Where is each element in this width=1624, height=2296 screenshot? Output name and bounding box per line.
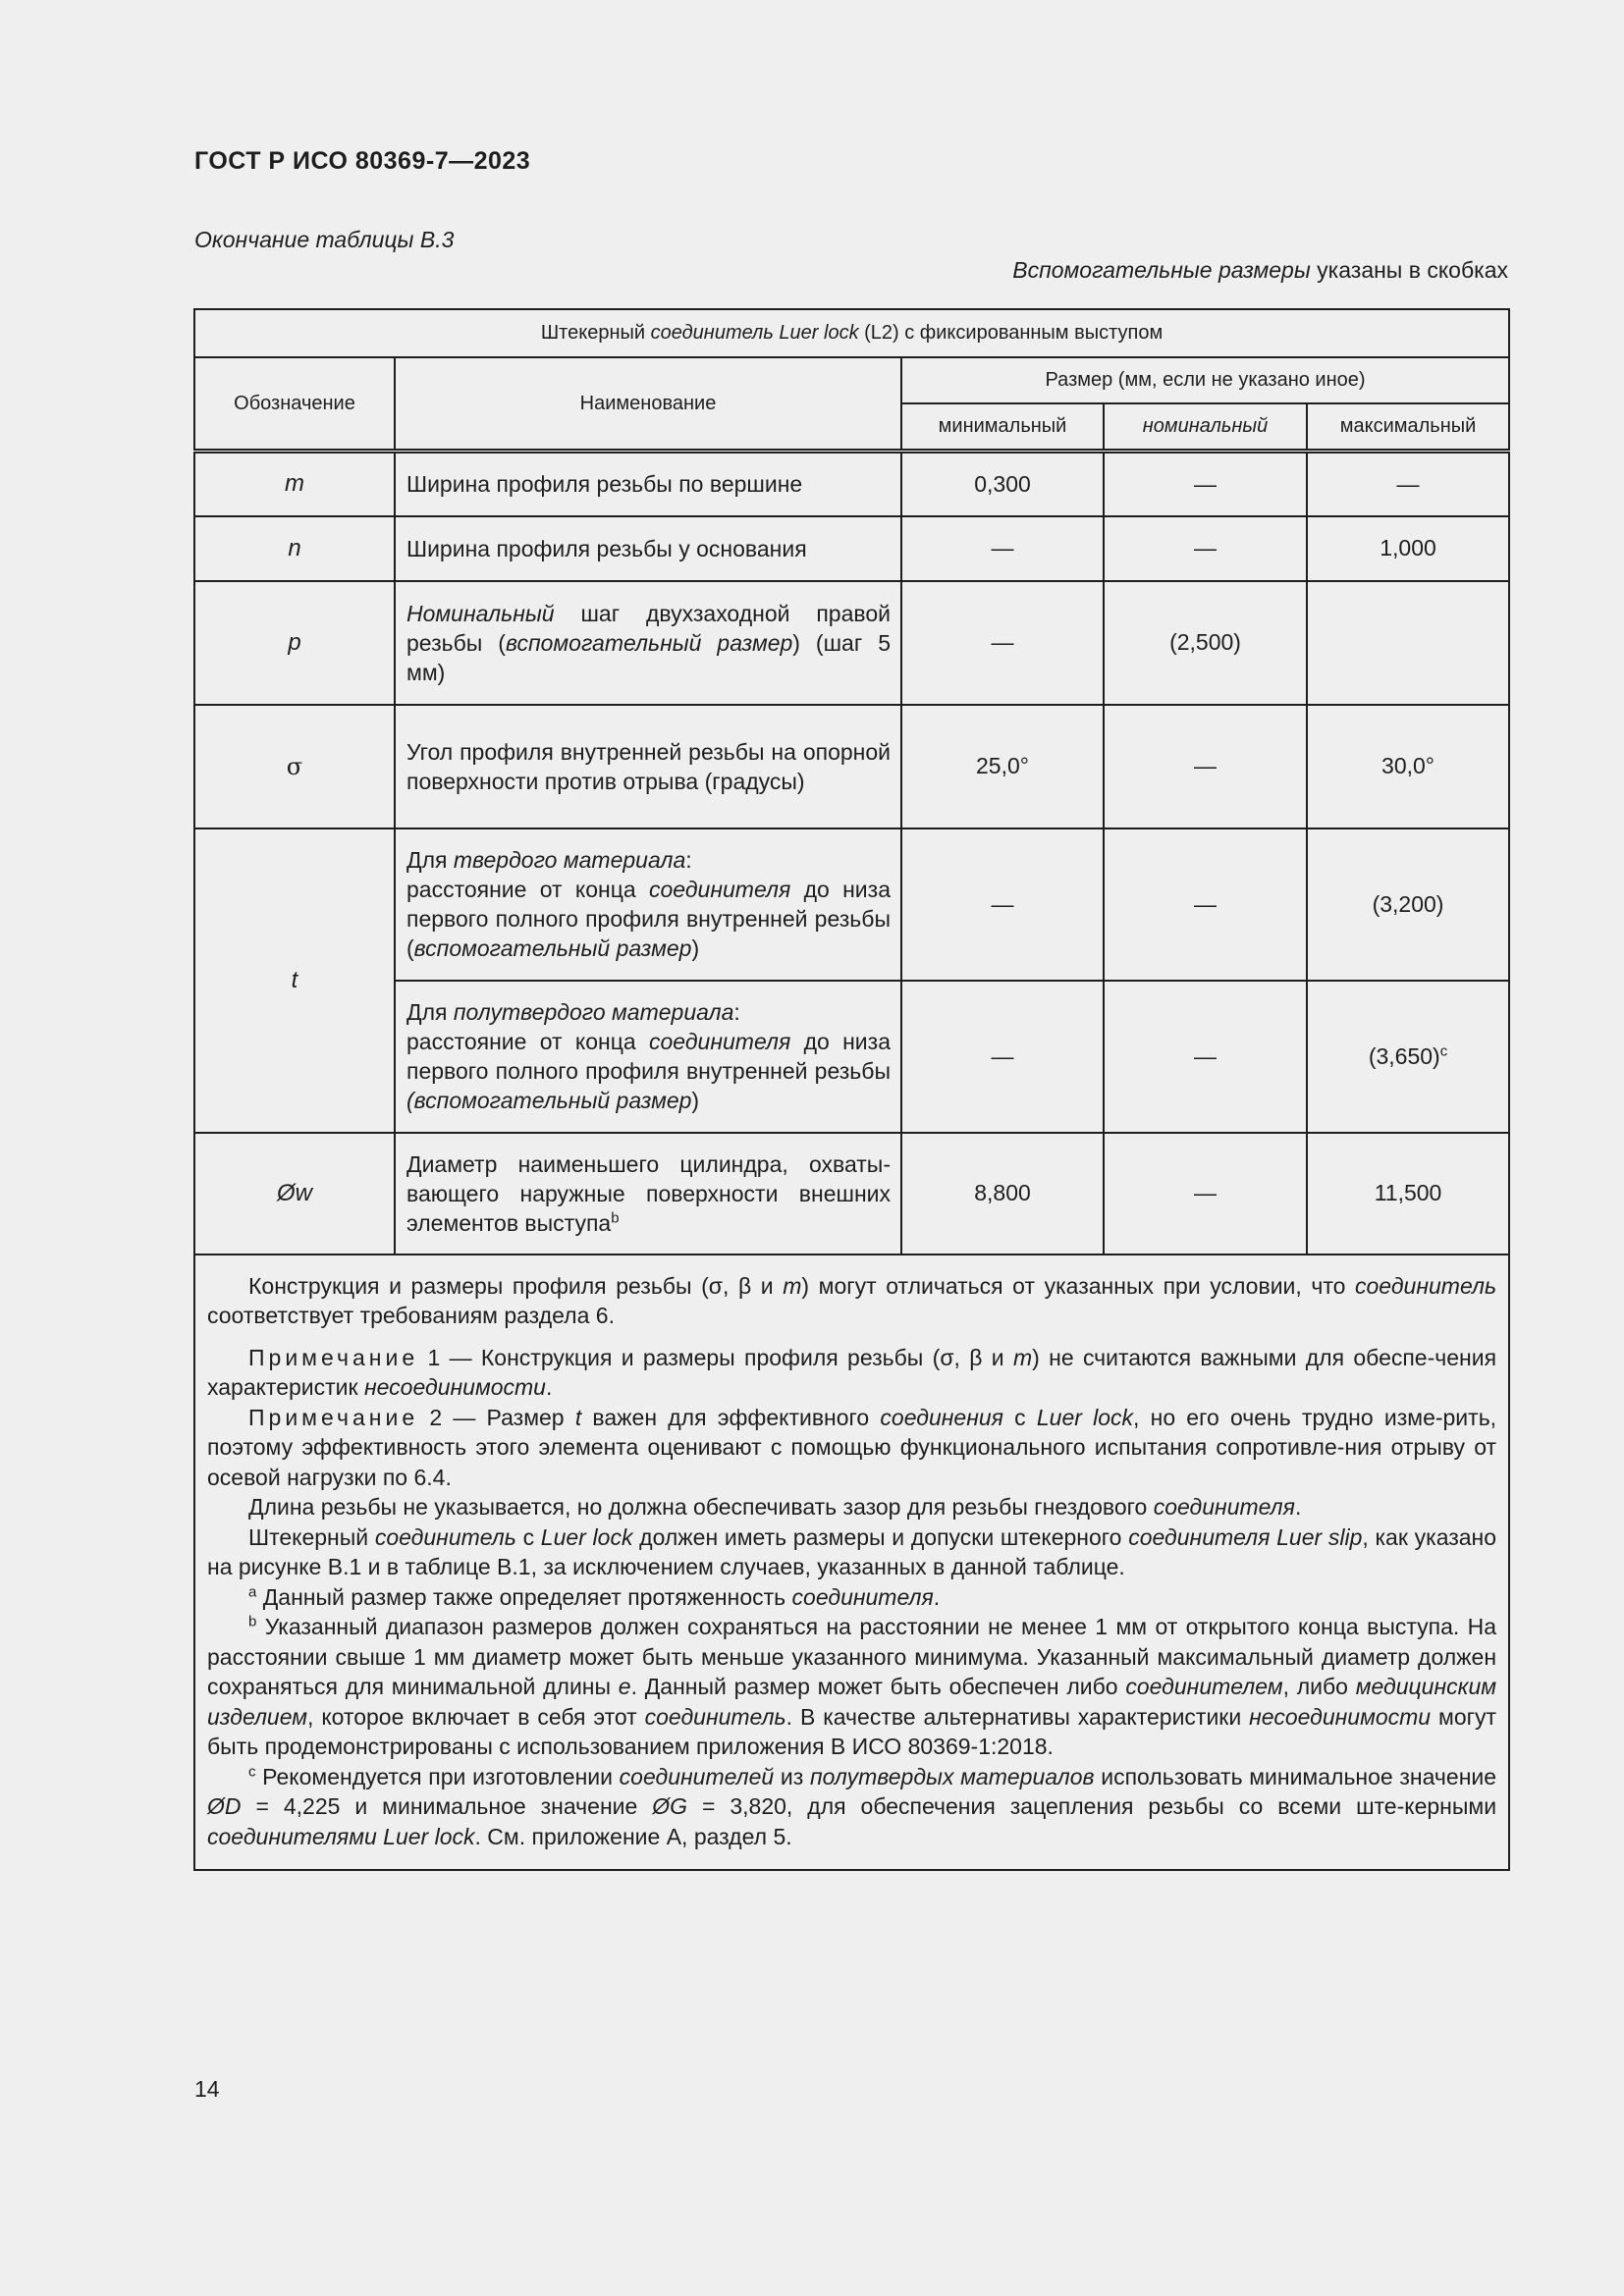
row-max: $(3,650)^c$ bbox=[1307, 981, 1509, 1133]
row-min: — bbox=[901, 516, 1104, 581]
col-header-size: Размер (мм, если не указано иное) bbox=[901, 357, 1509, 403]
row-max: 30,0° bbox=[1307, 705, 1509, 828]
col-header-name: Наименование bbox=[395, 357, 901, 452]
row-nom: — bbox=[1104, 1133, 1307, 1255]
row-min: — bbox=[901, 581, 1104, 705]
note-paragraph: Длина резьбы не указывается, но должна обеспечивать зазор для резьбы гнездового соединителя. bbox=[248, 1494, 1302, 1520]
table-notes bbox=[194, 1255, 1509, 1871]
table-row bbox=[194, 828, 1509, 981]
row-name: Для полутвердого материала: расстояние от конца соединителя до низа первого полного профиля внутренней резьбы (вспомогательный размер) bbox=[395, 981, 901, 1133]
notes-row bbox=[194, 1255, 1509, 1871]
footnote-a: $^a$ Данный размер также определяет протяженность соединителя. bbox=[248, 1582, 941, 1610]
note-1: Примечание 1 — Конструкция и размеры профиля резьбы (σ, β и m) не считаются важными для обеспе-чения характеристик несоединимости. bbox=[207, 1344, 1497, 1400]
table-continuation-label: Окончание таблицы В.3 bbox=[194, 227, 455, 252]
row-symbol: n bbox=[194, 516, 395, 581]
footnote-b: $^b$ Указанный диапазон размеров должен сохраняться на расстоянии не менее 1 мм от открытого конца выступа. На расстоянии свыше 1 мм диаметр может быть меньше указанного минимума. Указанный максимальный диаметр должен сохраняться для минимальной длины e. Данный размер может быть обеспечен либо соединителем, либо медицинским изделием, которое включает в себя этот соединитель. В качестве альтернативы характеристики несоединимости могут быть продемонстрированы с использованием приложения В ИСО 80369-1:2018. bbox=[207, 1613, 1497, 1759]
row-min: 8,800 bbox=[901, 1133, 1104, 1255]
footnote-c: $^c$ Рекомендуется при изготовлении соединителей из полутвердых материалов использовать минимальное значение ØD = 4,225 и минимальное значение ØG = 3,820, для обеспечения зацепления резьбы со всеми ште-керными соединителями Luer lock. См. приложение А, раздел 5. bbox=[207, 1762, 1497, 1849]
document-title: ГОСТ Р ИСО 80369-7—2023 bbox=[194, 147, 531, 175]
row-nom: — bbox=[1104, 981, 1307, 1133]
col-header-designation: Обозначение bbox=[194, 357, 395, 452]
auxiliary-dimensions-note: Вспомогательные размеры указаны в скобках bbox=[1012, 257, 1508, 283]
row-min: 25,0° bbox=[901, 705, 1104, 828]
row-nom: — bbox=[1104, 828, 1307, 981]
col-header-min: минимальный bbox=[901, 403, 1104, 452]
row-symbol: m bbox=[194, 452, 395, 516]
row-name: Диаметр наименьшего цилиндра, охваты-вающего наружные поверхности внешних элементов выступа$^b$ bbox=[395, 1133, 901, 1255]
row-max: 11,500 bbox=[1307, 1133, 1509, 1255]
note-paragraph: Штекерный соединитель с Luer lock должен иметь размеры и допуски штекерного соединителя Luer slip, как указано на рисунке В.1 и в таблице В.1, за исключением случаев, указанных в данной таблице. bbox=[207, 1523, 1497, 1579]
row-symbol: t bbox=[194, 828, 395, 1133]
row-max bbox=[1307, 581, 1509, 705]
row-name: Номинальный шаг двухзаходной правой резьбы (вспомогательный размер) (шаг 5 мм) bbox=[395, 581, 901, 705]
row-min: 0,300 bbox=[901, 452, 1104, 516]
row-min: — bbox=[901, 981, 1104, 1133]
row-name: Ширина профиля резьбы по вершине bbox=[395, 452, 901, 516]
row-name: Ширина профиля резьбы у основания bbox=[395, 516, 901, 581]
dimensions-table bbox=[193, 308, 1510, 1871]
row-nom: (2,500) bbox=[1104, 581, 1307, 705]
col-header-max: максимальный bbox=[1307, 403, 1509, 452]
table-row bbox=[194, 1133, 1509, 1255]
table-row bbox=[194, 705, 1509, 828]
table-row bbox=[194, 516, 1509, 581]
page-number: 14 bbox=[194, 2076, 220, 2102]
row-max: (3,200) bbox=[1307, 828, 1509, 981]
row-max: — bbox=[1307, 452, 1509, 516]
note-paragraph: Конструкция и размеры профиля резьбы (σ, β и m) могут отличаться от указанных при условии, что соединитель соответствует требованиям раздела 6. bbox=[207, 1272, 1497, 1328]
row-max: 1,000 bbox=[1307, 516, 1509, 581]
table-row bbox=[194, 452, 1509, 516]
row-name: Угол профиля внутренней резьбы на опорной поверхности против отрыва (градусы) bbox=[395, 705, 901, 828]
row-symbol: Øw bbox=[194, 1133, 395, 1255]
row-nom: — bbox=[1104, 705, 1307, 828]
row-min: — bbox=[901, 828, 1104, 981]
row-nom: — bbox=[1104, 516, 1307, 581]
row-nom: — bbox=[1104, 452, 1307, 516]
col-header-nom: номинальный bbox=[1104, 403, 1307, 452]
table-row bbox=[194, 581, 1509, 705]
row-symbol: p bbox=[194, 581, 395, 705]
note-2: Примечание 2 — Размер t важен для эффективного соединения с Luer lock, но его очень трудно изме-рить, поэтому эффективность этого элемента оценивают с помощью функционального испытания сопротивле-ния отрыву от осевой нагрузки по 6.4. bbox=[207, 1404, 1497, 1490]
row-symbol: σ bbox=[194, 705, 395, 828]
table-caption: Штекерный соединитель Luer lock (L2) с фиксированным выступом bbox=[194, 309, 1509, 357]
row-name: Для твердого материала: расстояние от конца соединителя до низа первого полного профиля внутренней резьбы (вспомогательный размер) bbox=[395, 828, 901, 981]
